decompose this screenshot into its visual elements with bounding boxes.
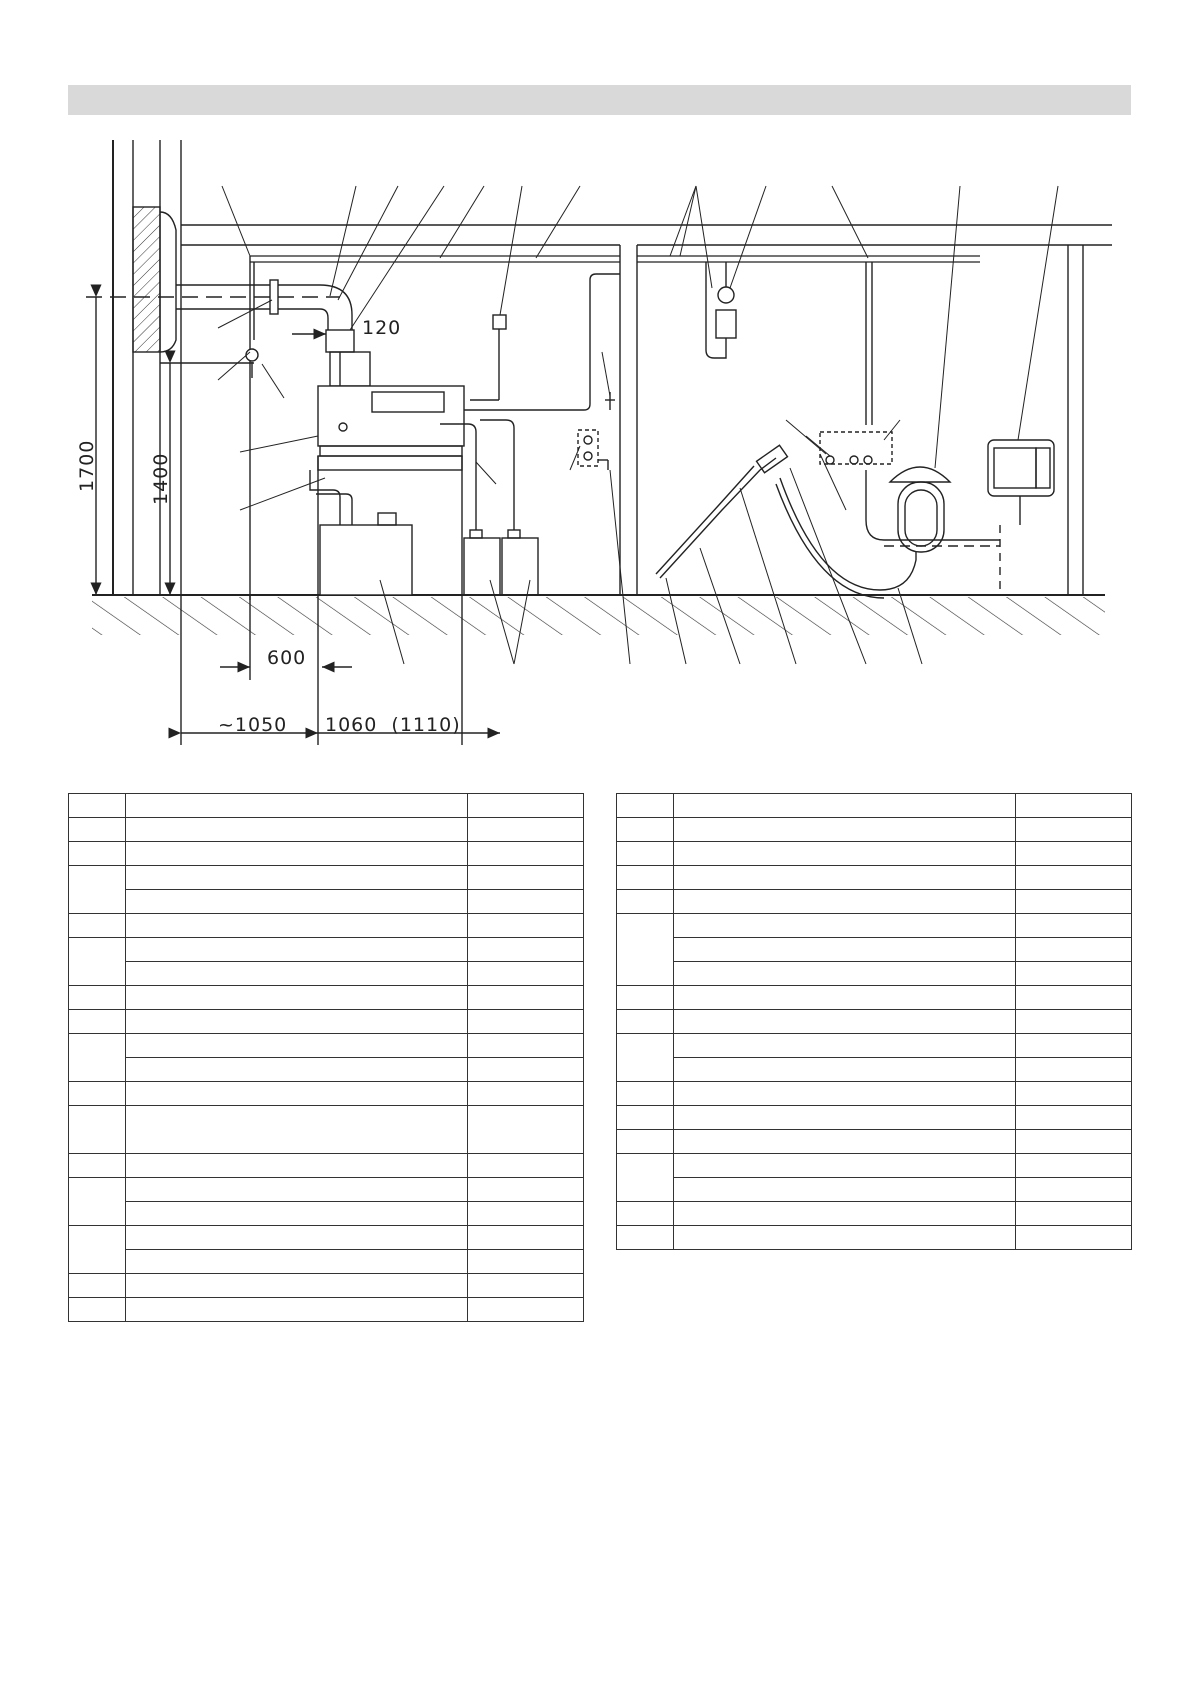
part-number-cell [468,1154,584,1178]
table-header-cell [468,794,584,818]
table-row [69,818,584,842]
description-cell [126,1154,468,1178]
part-number-cell [468,986,584,1010]
part-number-cell [468,1010,584,1034]
dim-1400: 1400 [150,452,172,505]
part-number-cell [468,818,584,842]
part-number-cell [1016,1226,1132,1250]
table-row [69,842,584,866]
table-row [69,938,584,962]
ground-hatch [92,597,1105,635]
table-row [69,1202,584,1226]
item-number-cell [69,1226,126,1274]
description-cell [126,1250,468,1274]
table-row [69,914,584,938]
part-number-cell [468,962,584,986]
heater-unit-body [318,386,464,446]
table-header-cell [69,794,126,818]
item-number-cell [69,1274,126,1298]
item-number-cell [69,914,126,938]
part-number-cell [468,1082,584,1106]
table-row [617,962,1132,986]
description-cell [674,1178,1016,1202]
part-number-cell [468,866,584,890]
table-header-cell [617,794,674,818]
parts-table-left [68,793,584,1322]
part-number-cell [468,938,584,962]
table-header-cell [1016,794,1132,818]
description-cell [674,842,1016,866]
description-cell [126,842,468,866]
detergent-canister-2 [502,538,538,595]
table-row [69,1154,584,1178]
table-row [69,1034,584,1058]
description-cell [674,818,1016,842]
description-cell [126,1226,468,1250]
detergent-canister-1 [464,538,500,595]
description-cell [674,1082,1016,1106]
table-header-cell [126,794,468,818]
description-cell [674,1130,1016,1154]
part-number-cell [1016,866,1132,890]
item-number-cell [617,1082,674,1106]
dim-1060-1110: 1060 (1110) [325,714,461,736]
description-cell [674,1034,1016,1058]
table-row [69,1274,584,1298]
dim-1050: ~1050 [218,714,288,736]
part-number-cell [468,1274,584,1298]
item-number-cell [617,986,674,1010]
item-number-cell [69,986,126,1010]
description-cell [126,1034,468,1058]
description-cell [126,890,468,914]
wall-penetration [133,207,160,352]
description-cell [674,1154,1016,1178]
part-number-cell [1016,962,1132,986]
table-row [69,986,584,1010]
description-cell [126,1274,468,1298]
part-number-cell [1016,938,1132,962]
description-cell [126,1106,468,1154]
item-number-cell [69,1106,126,1154]
item-number-cell [617,818,674,842]
description-cell [674,1202,1016,1226]
item-number-cell [69,1010,126,1034]
description-cell [126,986,468,1010]
table-row [69,866,584,890]
fuel-tank [320,525,412,595]
installation-diagram [0,0,1191,760]
item-number-cell [69,938,126,986]
table-row [69,1250,584,1274]
part-number-cell [1016,914,1132,938]
part-number-cell [468,890,584,914]
table-row [617,1106,1132,1130]
table-row [617,1082,1132,1106]
description-cell [674,1058,1016,1082]
part-number-cell [1016,1010,1132,1034]
table-header-cell [674,794,1016,818]
part-number-cell [1016,1106,1132,1130]
description-cell [126,1058,468,1082]
table-row [69,1178,584,1202]
table-row [617,1154,1132,1178]
description-cell [674,1226,1016,1250]
part-number-cell [468,1298,584,1322]
parts-table-right [616,793,1132,1250]
item-number-cell [617,1106,674,1130]
table-row [617,1178,1132,1202]
description-cell [674,938,1016,962]
item-number-cell [69,1082,126,1106]
description-cell [126,1010,468,1034]
part-number-cell [468,842,584,866]
part-number-cell [468,1202,584,1226]
part-number-cell [1016,1082,1132,1106]
table-row [617,890,1132,914]
item-number-cell [617,914,674,986]
item-number-cell [617,842,674,866]
description-cell [126,962,468,986]
description-cell [126,1178,468,1202]
part-number-cell [1016,986,1132,1010]
description-cell [674,1010,1016,1034]
description-cell [674,866,1016,890]
table-row [617,818,1132,842]
item-number-cell [69,1034,126,1082]
table-header-row [617,794,1132,818]
description-cell [126,818,468,842]
item-number-cell [617,1034,674,1082]
table-row [69,1058,584,1082]
table-row [617,914,1132,938]
description-cell [126,1298,468,1322]
part-number-cell [1016,1130,1132,1154]
part-number-cell [468,914,584,938]
part-number-cell [1016,818,1132,842]
table-row [69,1226,584,1250]
dim-1700: 1700 [76,439,98,492]
table-header-row [69,794,584,818]
part-number-cell [1016,1034,1132,1058]
description-cell [126,938,468,962]
part-number-cell [1016,1178,1132,1202]
part-number-cell [1016,1154,1132,1178]
part-number-cell [468,1058,584,1082]
item-number-cell [617,866,674,890]
table-row [617,842,1132,866]
description-cell [674,890,1016,914]
table-row [617,938,1132,962]
table-row [69,962,584,986]
parts-table-right-body [617,794,1132,1250]
dim-120: 120 [362,317,402,339]
part-number-cell [1016,890,1132,914]
table-row [617,866,1132,890]
table-row [617,1010,1132,1034]
part-number-cell [468,1178,584,1202]
table-row [69,1106,584,1154]
item-number-cell [69,866,126,914]
part-number-cell [1016,1058,1132,1082]
part-number-cell [468,1106,584,1154]
table-row [617,1058,1132,1082]
item-number-cell [69,842,126,866]
description-cell [126,1202,468,1226]
item-number-cell [69,1298,126,1322]
description-cell [674,986,1016,1010]
description-cell [126,866,468,890]
part-number-cell [468,1226,584,1250]
item-number-cell [617,1130,674,1154]
item-number-cell [617,1226,674,1250]
description-cell [674,1106,1016,1130]
table-row [617,986,1132,1010]
item-number-cell [617,1010,674,1034]
table-row [617,1202,1132,1226]
item-number-cell [69,1154,126,1178]
item-number-cell [617,890,674,914]
table-row [69,1010,584,1034]
part-number-cell [468,1250,584,1274]
item-number-cell [617,1202,674,1226]
table-row [69,1082,584,1106]
description-cell [126,914,468,938]
description-cell [674,914,1016,938]
parts-table-left-body [69,794,584,1322]
part-number-cell [468,1034,584,1058]
item-number-cell [69,818,126,842]
description-cell [674,962,1016,986]
table-row [617,1226,1132,1250]
item-number-cell [69,1178,126,1226]
table-row [69,890,584,914]
part-number-cell [1016,842,1132,866]
table-row [617,1034,1132,1058]
item-number-cell [617,1154,674,1202]
part-number-cell [1016,1202,1132,1226]
table-row [69,1298,584,1322]
dim-600: 600 [267,647,307,669]
description-cell [126,1082,468,1106]
table-row [617,1130,1132,1154]
